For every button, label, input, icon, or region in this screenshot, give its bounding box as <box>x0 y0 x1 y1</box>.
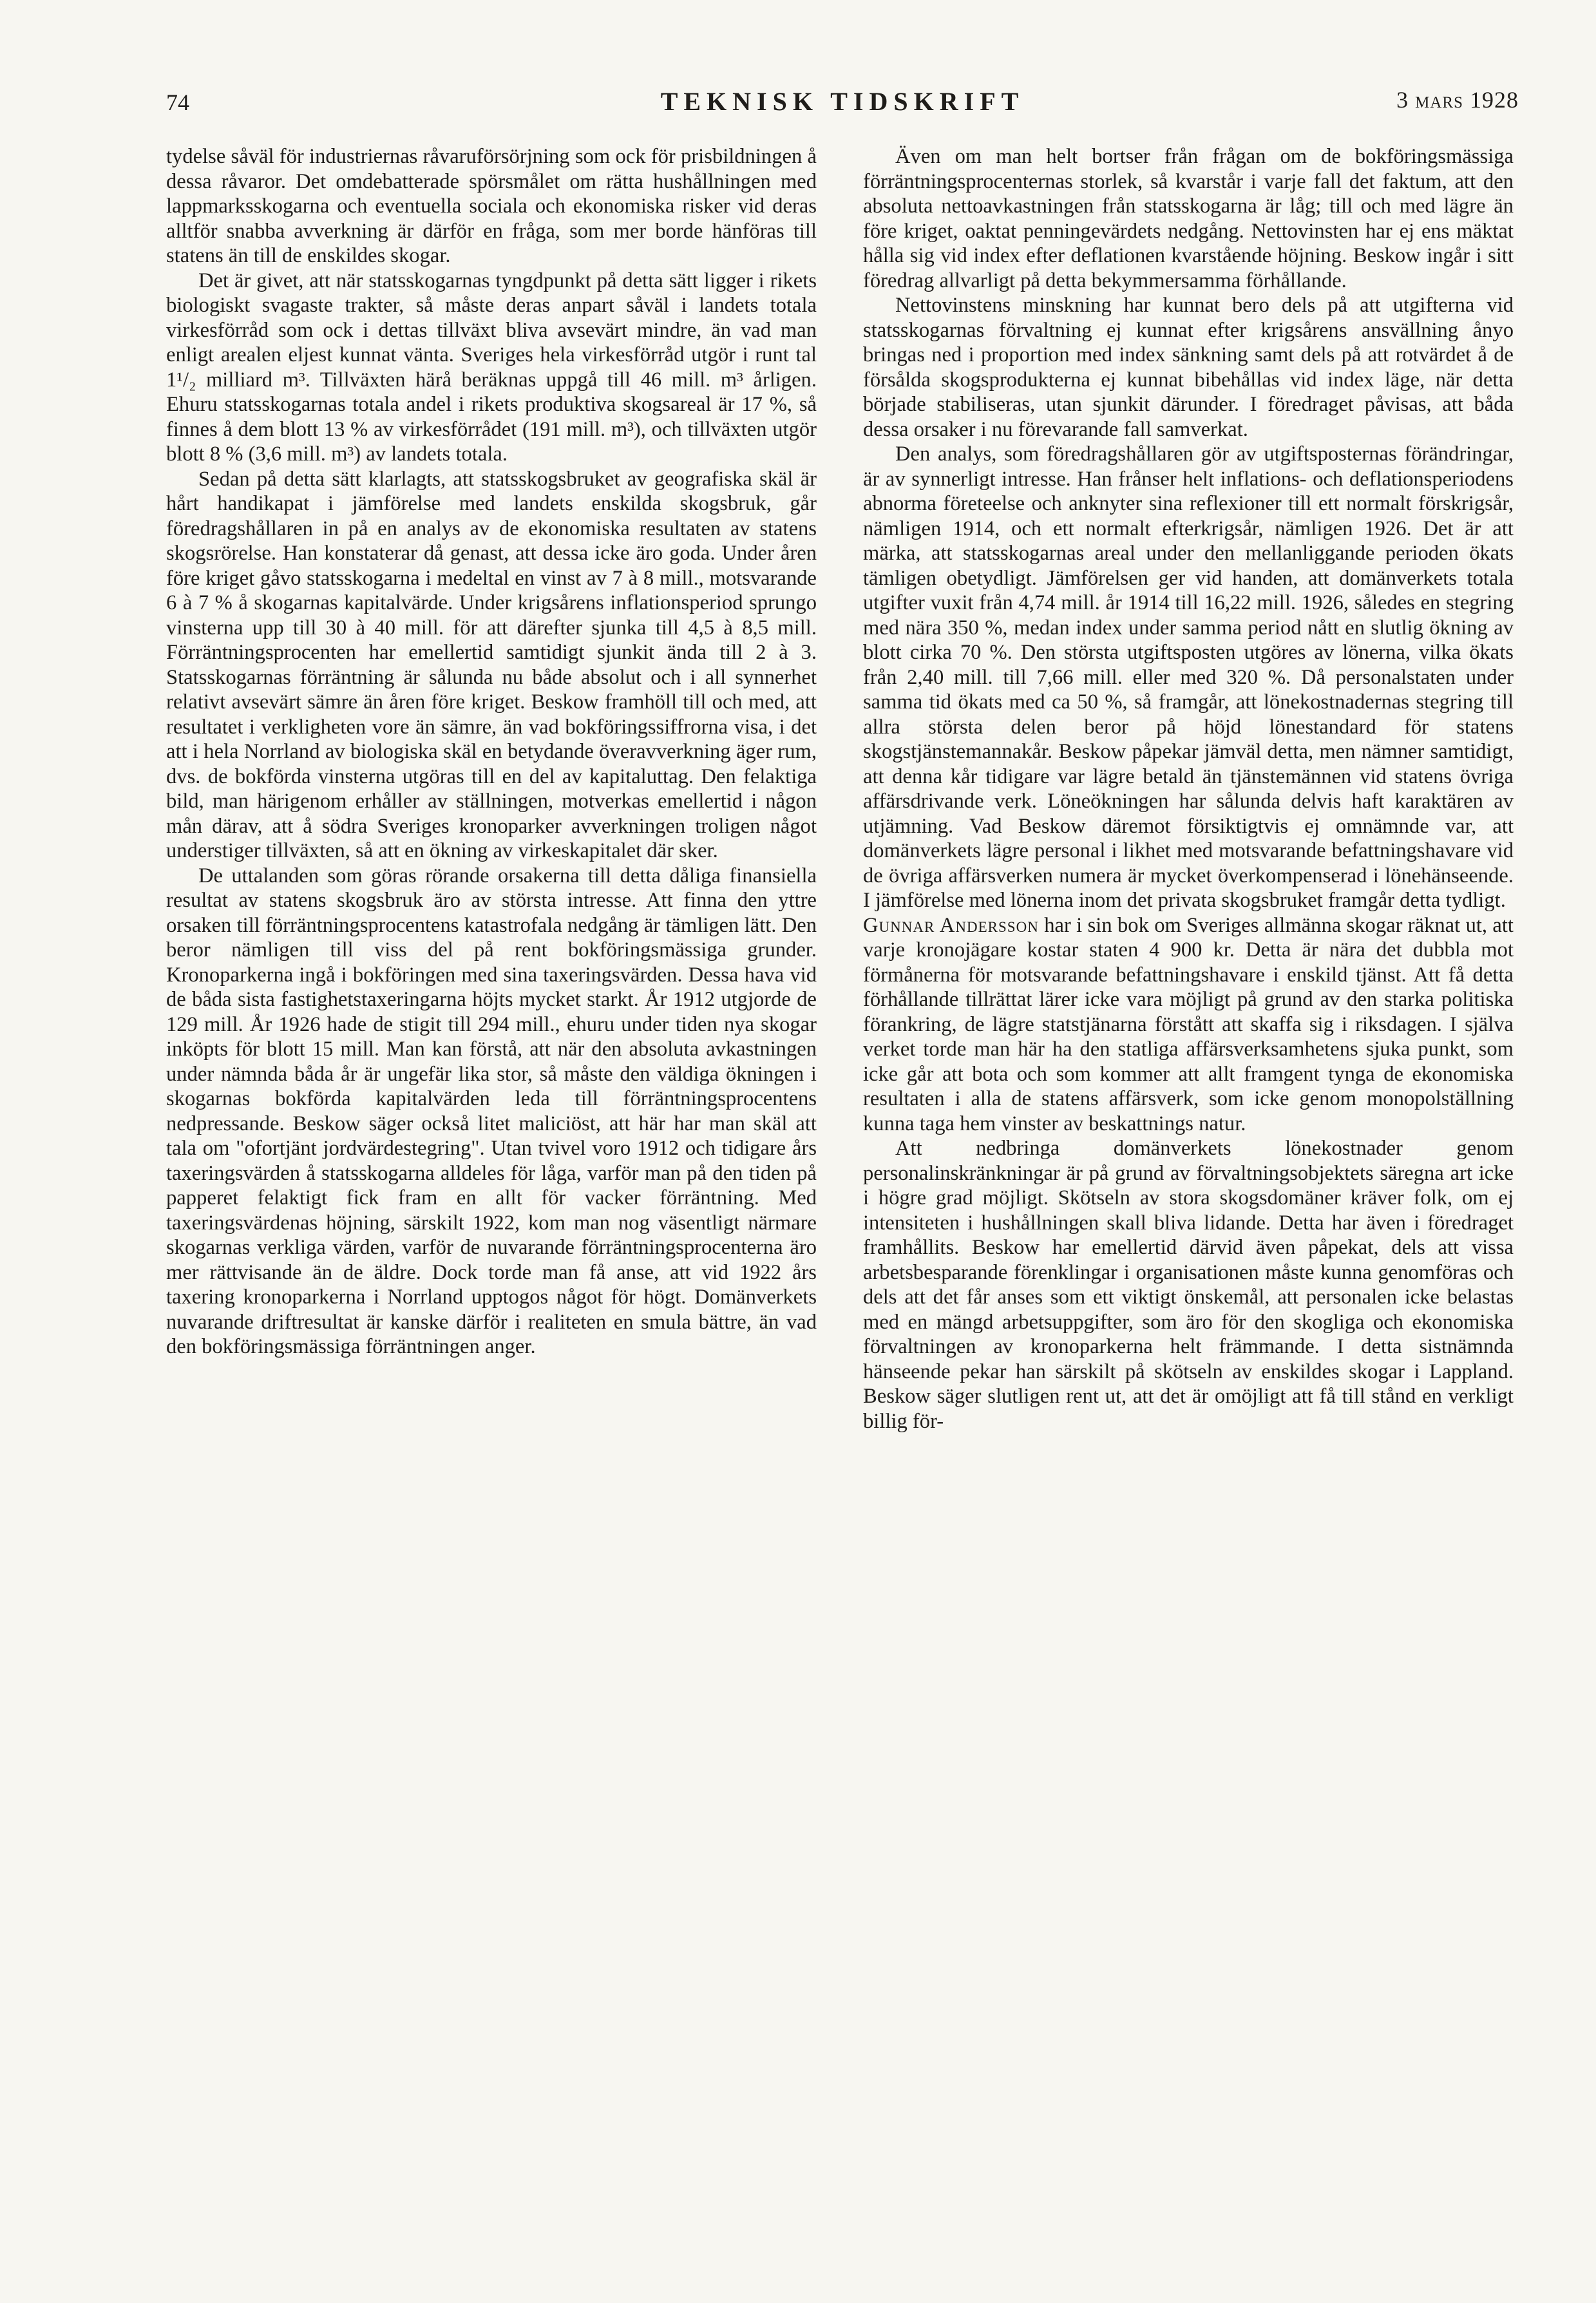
paragraph: tydelse såväl för industriernas råvaruförsörjning som ock för prisbildningen å dessa råvaror. Det omdebatterade spörsmålet om rätta hushållningen med lappmarksskogarna och eventuella sociala och ekonomiska risker vid deras alltför snabba avverkning är därför en fråga, som mer borde hänföras till statens än till de enskildes skogar. <box>166 145 817 267</box>
page-number: 74 <box>166 90 189 115</box>
left-column <box>166 144 817 1360</box>
paragraph-text: har i sin bok om Sveriges allmänna skogar räknat ut, att varje kronojägare kostar staten 4 900 kr. Detta är nära det dubbla mot förmånerna för motsvarande befattningshavare i enskild tjänst. Att få detta förhållande tillrättat lärer icke vara möjligt på grund av den starka politiska förankring, de lägre statstjänarna förstått att skaffa sig i riksdagen. I själva verket torde man här ha den statliga affärsverksamhetens sjuka punkt, som icke går att bota och som kommer att allt framgent tynga de ekonomiska resultaten i alla de statens affärsverk, som icke genom monopolställning kunna taga hem vinster av beskattnings natur. <box>863 913 1514 1135</box>
right-column <box>863 144 1514 1434</box>
journal-title: TEKNISK TIDSKRIFT <box>660 87 1025 116</box>
paragraph: Nettovinstens minskning har kunnat bero dels på att utgifterna vid statsskogarnas förvaltning ej kunnat efter krigsårens ansvällning ånyo bringas ned i proportion med index sänkning samt dels på att rotvärdet å de försålda skogsprodukterna ej kunnat bibehållas vid index läge, när detta började stabiliseras, utan sjunkit därunder. I föredraget påvisas, att båda dessa orsaker i nu förevarande fall samverkat. <box>863 294 1514 441</box>
paragraph-with-name <box>863 913 1514 1137</box>
author-name: Gunnar Andersson <box>863 913 1039 937</box>
paragraph: Även om man helt bortser från frågan om de bokföringsmässiga förräntningsprocenternas storlek, så kvarstår i varje fall det faktum, att den absoluta nettoavkastningen från statsskogarna är låg; till och med lägre än före kriget, oaktat penningevärdets nedgång. Nettovinsten har ej ens mäktat hålla sig vid index efter deflationen kvarstående höjning. Beskow ingår i sitt föredrag allvarligt på detta bekymmersamma förhållande. <box>863 145 1514 292</box>
paragraph: De uttalanden som göras rörande orsakerna till detta dåliga finansiella resultat av statens skogsbruk äro av största intresse. Att finna den yttre orsaken till förräntningsprocentens katastrofala nedgång är tämligen lätt. Den beror nämligen till viss del på rent bokföringsmässiga grunder. Kronoparkerna ingå i bokföringen med sina taxeringsvärden. Dessa hava vid de båda sista fastighetstaxeringarna höjts mycket starkt. År 1912 utgjorde de 129 mill. År 1926 hade de stigit till 294 mill., ehuru under tiden nya skogar inköpts för blott 15 mill. Man kan förstå, att när den absoluta avkastningen under nämnda båda år är ungefär lika stor, så måste den väldiga ökningen i skogarnas bokförda kapitalvärden leda till förräntningsprocentens nedpressande. Beskow säger också litet maliciöst, att här har man skäl att tala om "ofortjänt jordvärdestegring". Utan tvivel voro 1912 och tidigare års taxeringsvärden å statsskogarna alldeles för låga, varför man på den tiden på papperet felaktigt fick fram en allt för vacker förräntning. Med taxeringsvärdenas höjning, särskilt 1922, kom man nog väsentligt närmare skogarnas verkliga värden, varför de nuvarande förräntningsprocenterna äro mer rättvisande än de äldre. Dock torde man få anse, att vid 1922 års taxering kronoparkerna i Norrland upptogos något för högt. Domänverkets nuvarande driftresultat är kanske därför i realiteten en smula bättre, än vad den bokföringsmässiga förräntningen anger. <box>166 864 817 1358</box>
paragraph: Det är givet, att när statsskogarnas tyngdpunkt på detta sätt ligger i rikets biologiskt svagaste trakter, så måste deras anpart såväl i landets totala virkesförråd som ock i dettas tillväxt bliva avsevärt mindre, än vad man enligt arealen eljest kunnat vänta. Sveriges hela virkesförråd utgör i runt tal 1¹/₂ milliard m³. Tillväxten härå beräknas uppgå till 46 mill. m³ årligen. Ehuru statsskogarnas totala andel i rikets produktiva skogsareal är 17 %, så finnes å dem blott 13 % av virkesförrådet (191 mill. m³), och tillväxten utgör blott 8 % (3,6 mill. m³) av landets totala. <box>166 269 817 466</box>
paragraph: Den analys, som föredragshållaren gör av utgiftsposternas förändringar, är av synnerligt intresse. Han frånser helt inflations- och deflationsperiodens abnorma företeelse och anknyter sina reflexioner till ett normalt förskrigsår, nämligen 1914, och ett normalt efterkrigsår, nämligen 1926. Det är att märka, att statsskogarnas areal under den mellanliggande perioden ökats tämligen obetydligt. Jämförelsen ger vid handen, att domänverkets totala utgifter vuxit från 4,74 mill. år 1914 till 16,22 mill. 1926, således en stegring med nära 350 %, medan index under samma period nått en slutlig ökning av blott cirka 70 %. Den största utgiftsposten utgöres av lönerna, vilka ökats från 2,40 mill. till 7,66 mill. eller med 320 %. Då personalstaten under samma tid ökats med ca 50 %, så framgår, att lönekostnadernas stegring till allra största delen beror på höjd lönestandard för statens skogstjänstemannakår. Beskow påpekar jämväl detta, men nämner samtidigt, att denna kår tidigare var lägre betald än tjänstemännen vid statens övriga affärsdrivande verk. Löneökningen har sålunda delvis haft karaktären av utjämning. Vad Beskow däremot försiktigtvis ej omnämnde var, att domänverkets lägre personal i likhet med motsvarande befattningshavare vid de övriga affärsverken numera är mycket överkompenserad i lönehänseende. I jämförelse med lönerna inom det privata skogsbruket framgår detta tydligt. <box>863 442 1514 912</box>
page-header <box>166 82 1519 134</box>
paragraph: Att nedbringa domänverkets lönekostnader genom personalinskränkningar är på grund av förvaltningsobjektets säregna art icke i högre grad möjligt. Skötseln av stora skogsdomäner kräver folk, om ej intensiteten i hushållningen skall bliva lidande. Detta har även i föredraget framhållits. Beskow har emellertid därvid även påpekat, dels att vissa arbetsbesparande förenklingar i organisationen måste kunna genomföras och dels att det får anses som ett viktigt önskemål, att personalen icke belastas med en mängd arbetsuppgifter, som äro för den skogliga och ekonomiska förvaltningen av kronoparkerna helt främmande. I detta sistnämnda hänseende pekar han särskilt på skötseln av enskildes skogar i Lappland. Beskow säger slutligen rent ut, att det är omöjligt att få till stånd en verkligt billig för- <box>863 1137 1514 1433</box>
paragraph: Sedan på detta sätt klarlagts, att statsskogsbruket av geografiska skäl är hårt handikapat i jämförelse med landets enskilda skogsbruk, går föredragshållaren in på en analys av de ekonomiska resultaten av statens skogsrörelse. Han konstaterar då genast, att dessa icke äro goda. Under åren före kriget gåvo statsskogarna i medeltal en vinst av 7 à 8 mill., motsvarande 6 à 7 % å skogarnas kapitalvärde. Under krigsårens inflationsperiod sprungo vinsterna upp till 30 à 40 mill. för att därefter sjunka till 4,5 à 8,5 mill. Förräntningsprocenten har emellertid samtidigt sjunkit ända till 2 à 3. Statsskogarnas förräntning är sålunda nu både absolut och i all synnerhet relativt avsevärt sämre än åren före kriget. Beskow framhöll till och med, att resultatet i verkligheten vore än sämre, än vad bokföringssiffrorna visa, i det att i hela Norrland av biologiska skäl en betydande överavverkning äger rum, dvs. de bokförda vinsterna utgöras till en del av kapitaluttag. Den felaktiga bild, man härigenom erhåller av ställningen, motverkas emellertid i någon mån därav, att å södra Sveriges kronoparker avverkningen troligen något understiger tillväxten, så att en ökning av virkeskapitalet där sker. <box>166 467 817 862</box>
issue-date: 3 mars 1928 <box>1396 87 1519 113</box>
